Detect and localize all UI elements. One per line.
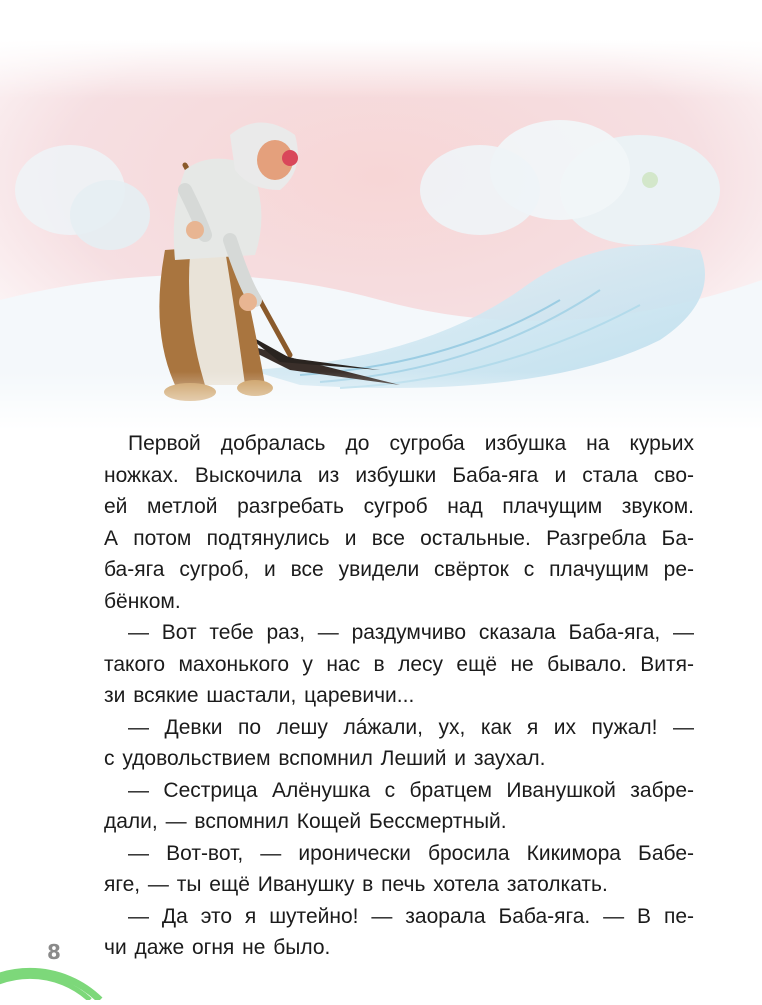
- page-number: 8: [47, 940, 61, 964]
- story-line: ей метлой разгребать сугроб над плачущим звуком.: [104, 495, 694, 518]
- story-line: А потом подтянулись и все остальные. Разгребла Ба-: [104, 526, 694, 550]
- story-line: — Сестрица Алёнушка с братцем Иванушкой забре-: [128, 778, 694, 802]
- baba-yaga-illustration: [0, 40, 762, 430]
- story-text: [104, 428, 694, 964]
- story-line: яге, — ты ещё Иванушку в печь хотела затолкать.: [104, 873, 608, 896]
- story-line: чи даже огня не было.: [104, 936, 331, 959]
- story-line: — Вот тебе раз, — раздумчиво сказала Баба-яга, —: [128, 621, 694, 644]
- baba-yaga-sweeping-icon: [0, 40, 762, 430]
- story-line: бёнком.: [104, 589, 181, 613]
- story-line: ножках. Выскочила из избушки Баба-яга и стала сво-: [104, 463, 694, 487]
- story-line: дали, — вспомнил Кощей Бессмертный.: [104, 810, 507, 833]
- story-line: Первой добралась до сугроба избушка на курьих: [128, 432, 694, 455]
- story-line: зи всякие шастали, царевичи...: [104, 684, 415, 707]
- story-line: — Да это я шутейно! — заорала Баба-яга. — В пе-: [128, 904, 694, 928]
- story-line: — Девки по лешу лáжали, ух, как я их пужал! —: [128, 715, 694, 739]
- story-line: — Вот-вот, — иронически бросила Кикимора Бабе-: [128, 841, 694, 865]
- story-line: с удовольствием вспомнил Леший и заухал.: [104, 747, 546, 770]
- story-line: ба-яга сугроб, и все увидели свёрток с плачущим ре-: [104, 558, 694, 581]
- story-line: такого махонького у нас в лесу ещё не бывало. Витя-: [104, 652, 694, 676]
